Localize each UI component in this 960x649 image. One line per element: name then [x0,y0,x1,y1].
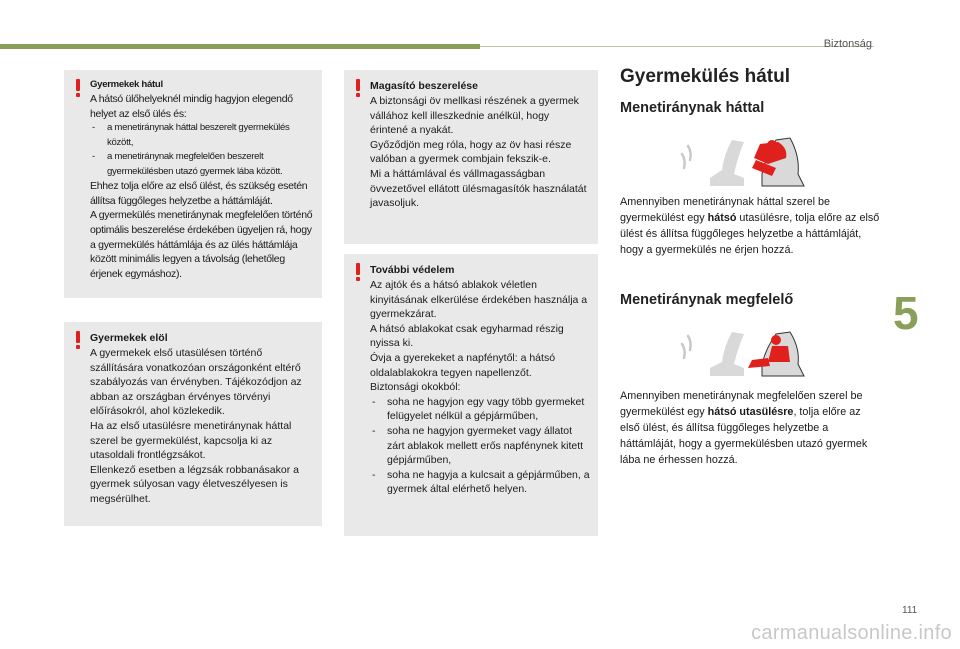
list-item: - soha ne hagyja a kulcsait a gépjárműben, a gyermek által elérhető helyen. [370,468,590,497]
warning-intro: A hátsó ülőhelyeknél mindig hagyjon elegendő helyet az első ülés és: [90,93,296,120]
warning-title: Magasító beszerelése [370,80,478,92]
header-rule [480,46,874,47]
warning-booster [344,70,598,244]
bold-span: hátsó utasülésre [707,406,794,418]
warning-front-children [64,322,322,526]
warning-title: Gyermekek hátul [90,79,163,90]
warning-body: A biztonsági öv mellkasi részének a gyermek vállához kell illeszkednie anélkül, hogy érintené a nyakát. Győződjön meg róla, hogy az öv hasi része valóban a gyermek combjain fekszik-e. Mi a háttámlával és vállmagasságban övvezetővel ellátott ülésmagasítók használatát javasoljuk. [370,95,587,210]
header-accent-bar [0,44,480,49]
warning-additional-protection [344,254,598,536]
warning-rear-children [64,70,322,298]
list-item: - soha ne hagyjon egy vagy több gyermeket felügyelet nélkül a gépjárműben, [370,395,590,424]
warning-title: További védelem [370,264,455,276]
page-title: Gyermekülés hátul [620,66,791,87]
heading-rear-facing: Menetiránynak háttal [620,100,765,116]
warning-title: Gyermekek elöl [90,332,168,344]
warning-exclamation-icon [351,262,365,282]
bold-span: hátsó [707,212,737,224]
text-span: utasülésre, tolja előre az első ülést és állítsa függőleges helyzetbe a háttámláját, hogy a gyermekülés ne érjen hozzá. [620,212,880,256]
warning-exclamation-icon [71,78,85,98]
warning-list [90,121,314,179]
warning-exclamation-icon [351,78,365,98]
rear-facing-child-seat-illustration [672,134,812,192]
section-label: Biztonság [823,38,872,50]
watermark: carmanualsonline.info [751,622,952,644]
paragraph-forward-facing [620,388,880,468]
list-item: - a menetiránynak megfelelően beszerelt gyermekülésben utazó gyermek lába között. [90,150,314,179]
list-item: - a menetiránynak háttal beszerelt gyermekülés között, [90,121,314,150]
text-span: , tolja előre az első ülést, és állítsa függőleges helyzetbe a háttámláját, hogy a gyermekülésben utazó gyermek lába ne érhessen hozzá. [620,406,868,466]
chapter-number: 5 [893,287,919,339]
warning-list [370,395,590,497]
warning-body: A gyermekek első utasülésen történő szállítására vonatkozóan országonként eltérő szabályozás van érvényben. Tájékozódjon az abban az országban érvényes törvényi előírásokról, ahol közlekedik. Ha az első utasülésre menetiránynak háttal szerel be gyermekülést, kapcsolja ki az utasoldali frontlégzsákot. Ellenkező esetben a légzsák robbanásakor a gyermek súlyosan vagy életveszélyesen is megsérülhet. [90,347,302,505]
forward-facing-child-seat-illustration [672,330,812,380]
warning-body: Az ajtók és a hátsó ablakok véletlen kinyitásának elkerülése érdekében használja a gyermekzárat. A hátsó ablakokat csak egyharmad részig nyissa ki. Óvja a gyerekeket a napfénytől: a hátsó oldalablakokra tegyen napellenzőt. Biztonsági okokból: [370,279,588,394]
list-item: - soha ne hagyjon gyermeket vagy állatot zárt ablakok mellett erős napfénynek kitett gépjárműben, [370,424,590,468]
heading-forward-facing: Menetiránynak megfelelő [620,292,794,308]
warning-outro: Ehhez tolja előre az első ülést, és szükség esetén állítsa függőleges helyzetbe a háttámláját. A gyermekülés menetiránynak megfelelően történő optimális beszerelése érdekében ügyeljen rá, hogy a gyermekülés háttámlája és az ülés háttámlája között minimális legyen a távolság (lehetőleg érjenek egymáshoz). [90,180,313,280]
warning-exclamation-icon [71,330,85,350]
text-span: Amennyiben menetiránynak megfelelően szerel be gyermekülést egy [620,390,863,418]
text-span: Amennyiben menetiránynak háttal szerel be gyermekülést egy [620,196,831,224]
paragraph-rear-facing [620,194,880,258]
page-number: 111 [902,605,918,616]
